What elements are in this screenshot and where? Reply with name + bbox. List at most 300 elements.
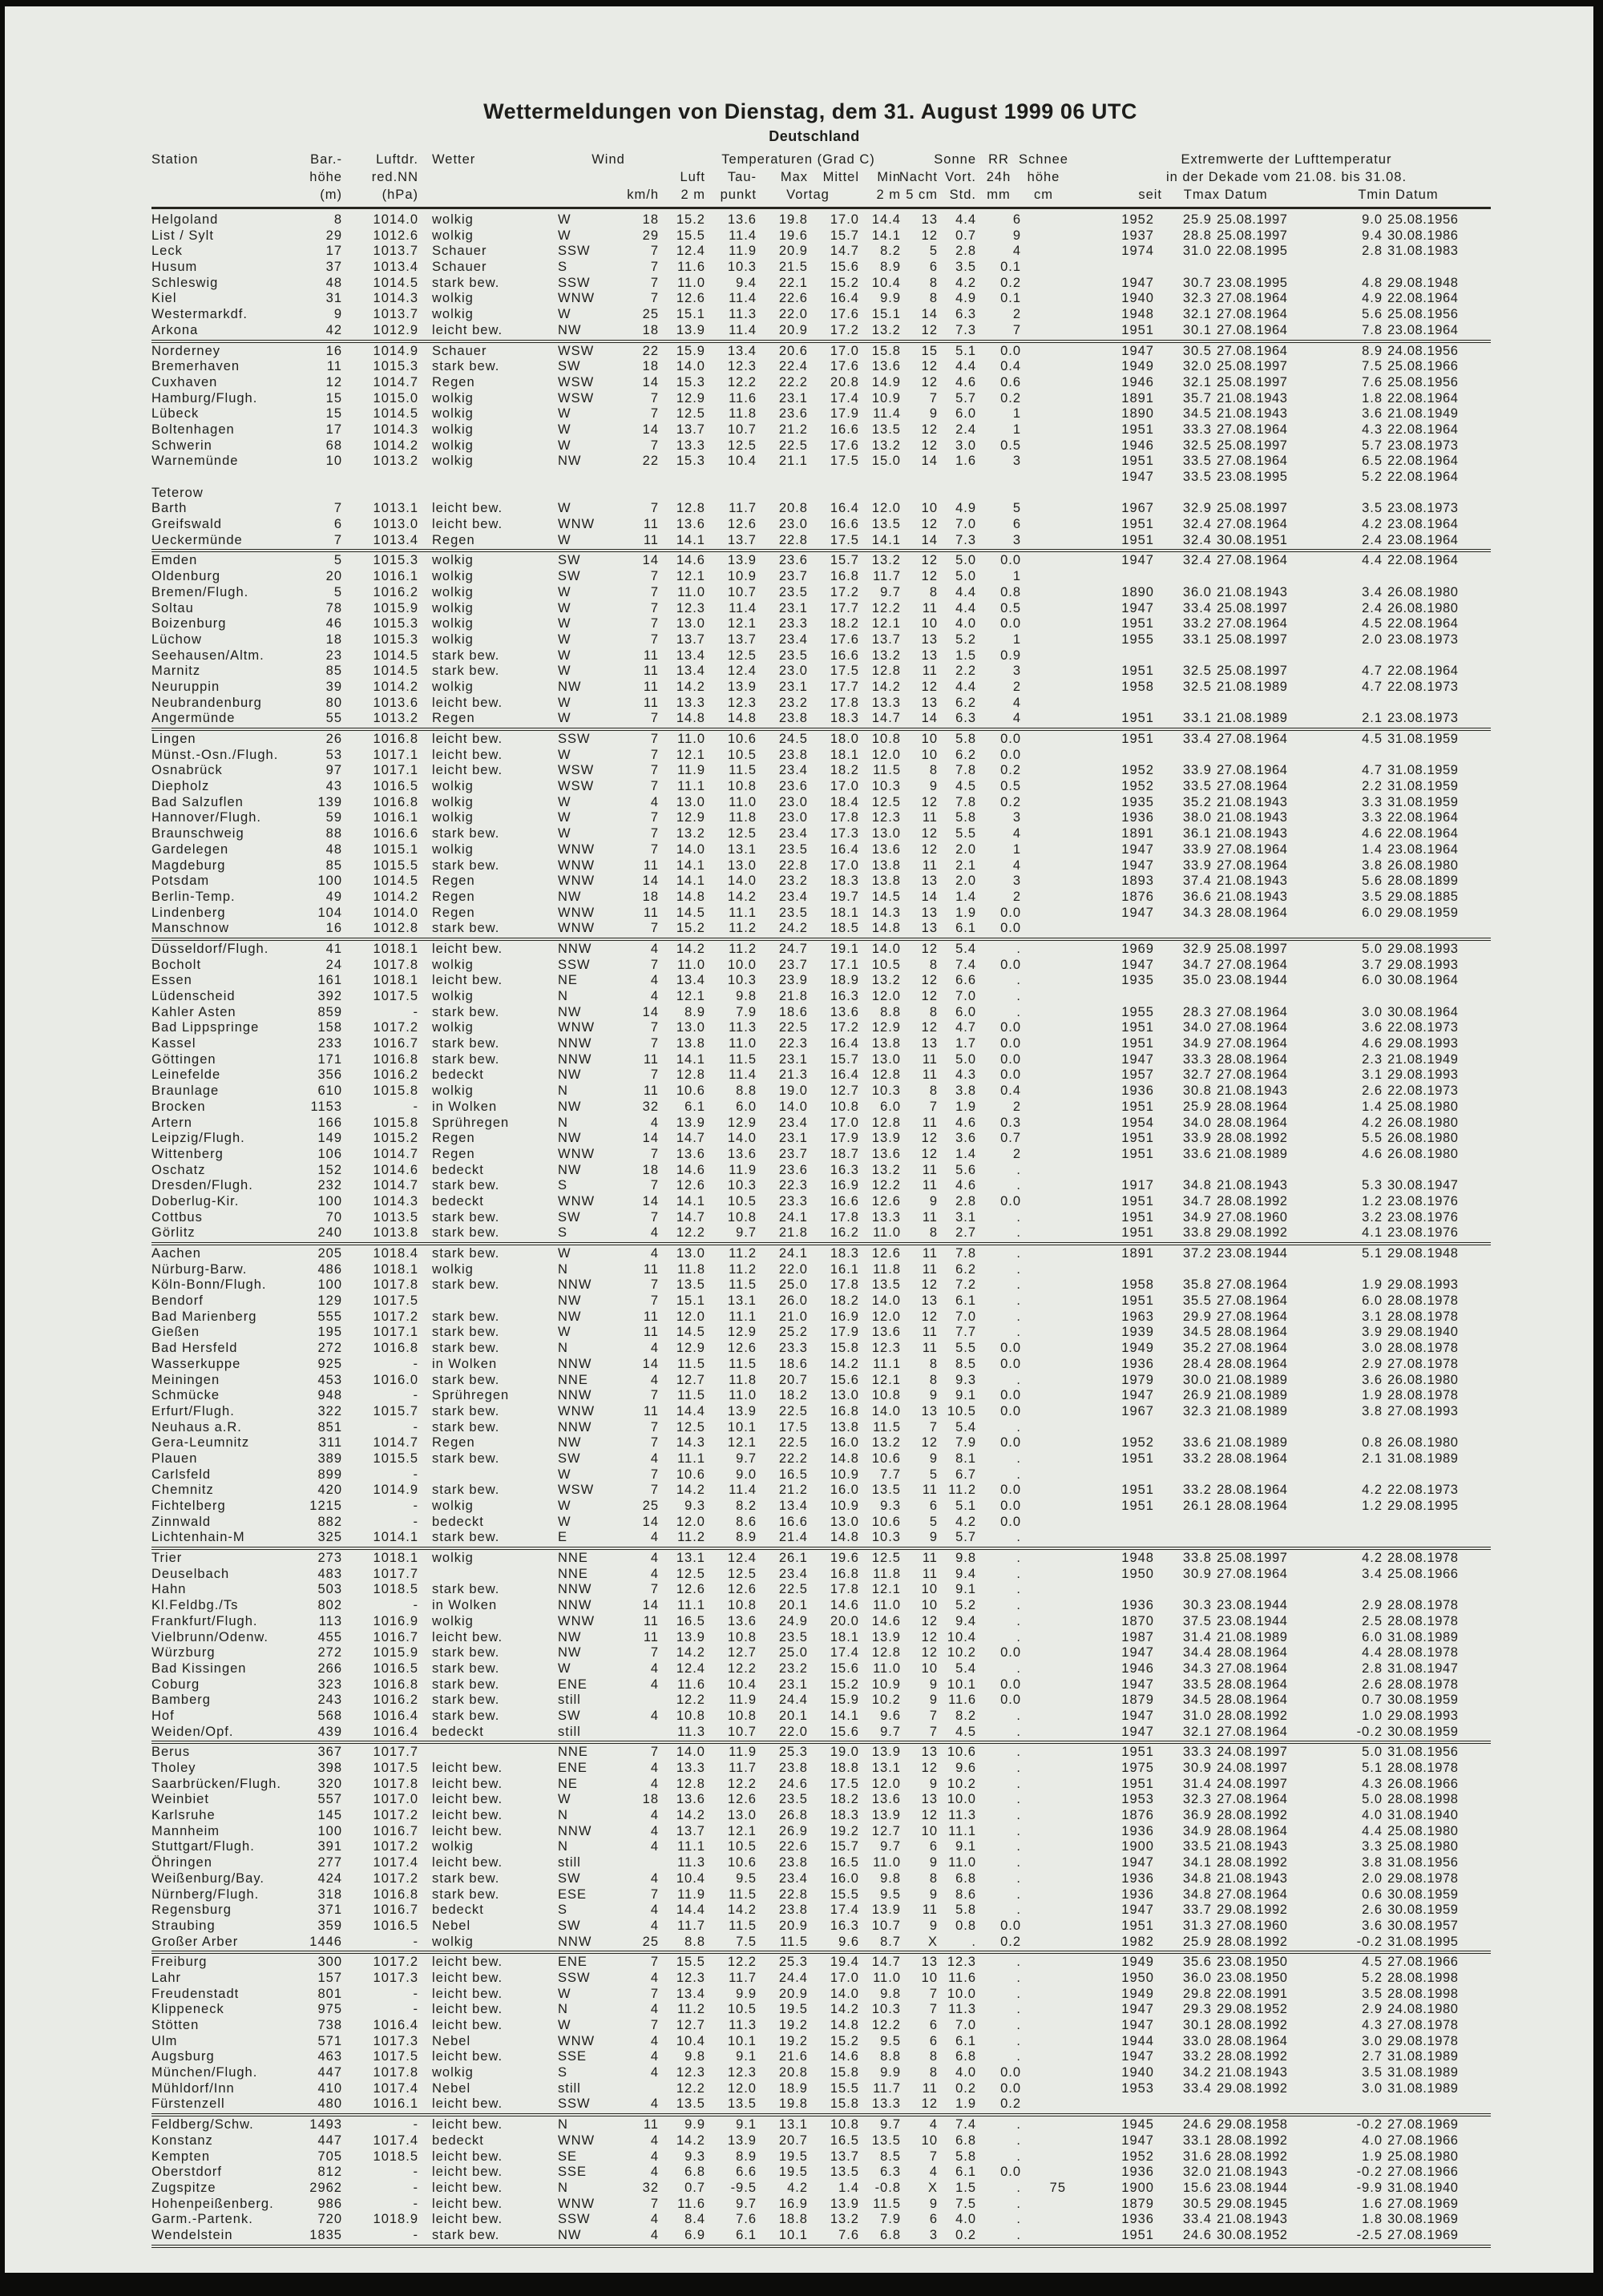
cell-weather: stark bew. (432, 1036, 500, 1051)
cell-temp-max: 4.2 (787, 2180, 808, 2195)
cell-weather: stark bew. (432, 1051, 500, 1067)
cell-tmax-decade: 34.5 (1182, 1325, 1212, 1340)
cell-sun-hours: 5.8 (955, 1903, 976, 1918)
cell-wind-dir: W (558, 632, 571, 647)
cell-record-since: 1951 (1121, 422, 1154, 437)
cell-pressure: - (413, 1934, 418, 1949)
cell-sun-hours: 3.1 (955, 1209, 976, 1225)
cell-record-since: 1951 (1121, 532, 1154, 547)
cell-temp-air: 11.1 (677, 1839, 705, 1854)
cell-tmin-decade: 4.2 (1362, 1483, 1383, 1498)
cell-tmin-decade: 2.7 (1362, 2049, 1383, 2064)
cell-temp-mean: 15.2 (830, 275, 859, 290)
cell-tmin-decade (1320, 1582, 1383, 1598)
cell-sun-hours: 2.1 (955, 857, 976, 873)
table-row (151, 1341, 1491, 1357)
cell-pressure: 1015.8 (373, 1083, 418, 1099)
cell-temp-night: 12 (921, 1645, 938, 1660)
table-row (151, 826, 1491, 842)
cell-tmin-decade: 8.9 (1362, 343, 1383, 358)
cell-temp-night: 12 (921, 422, 938, 437)
cell-temp-min: 10.3 (871, 1530, 901, 1545)
cell-tmax-decade: 33.9 (1182, 857, 1212, 873)
cell-wind-dir: W (558, 406, 571, 422)
cell-wind-dir: NNE (558, 1566, 588, 1581)
cell-wind-speed: 7 (650, 711, 659, 726)
cell-sun-hours: 1.9 (955, 1099, 976, 1114)
cell-temp-min: 12.1 (871, 1582, 901, 1597)
cell-altitude: 6 (333, 517, 342, 532)
cell-wind-speed: 4 (650, 1776, 659, 1791)
cell-station: Öhringen (151, 1855, 212, 1870)
cell-temp-air: 8.9 (684, 1004, 705, 1019)
cell-tmax-date: 24.08.1997 (1217, 1761, 1288, 1775)
cell-wind-dir: W (558, 2018, 571, 2032)
cell-temp-night: 11 (922, 1566, 938, 1581)
cell-tmax-decade: 34.8 (1182, 1886, 1212, 1902)
cell-snow-depth (1021, 989, 1066, 1005)
cell-precip-24h: 0.0 (1000, 1051, 1021, 1067)
cell-temp-night: 7 (929, 1419, 938, 1434)
cell-tmin-decade: 6.0 (1362, 973, 1383, 988)
cell-temp-max: 22.8 (778, 1886, 808, 1902)
cell-temp-dew: 12.2 (727, 1955, 757, 1970)
cell-wind-speed (606, 486, 659, 502)
cell-tmin-date: 25.08.1980 (1387, 1823, 1459, 1838)
cell-tmax-date: 23.08.1944 (1217, 973, 1288, 988)
cell-wind-speed: 7 (650, 1178, 659, 1193)
cell-tmin-decade: 5.5 (1362, 1131, 1383, 1146)
cell-tmin-date: 28.08.1978 (1387, 1598, 1459, 1613)
cell-pressure: - (413, 2165, 418, 2180)
cell-tmax-decade: 34.8 (1182, 1178, 1212, 1193)
cell-snow-depth (1021, 1693, 1066, 1709)
cell-tmin-decade: 4.6 (1362, 1146, 1383, 1161)
cell-tmax-decade: 31.0 (1182, 244, 1212, 259)
cell-tmax-date: 28.08.1964 (1217, 1099, 1288, 1114)
cell-temp-min: 11.8 (873, 1566, 901, 1581)
cell-wind-speed: 11 (643, 1083, 659, 1099)
cell-tmin-decade: 2.1 (1362, 1451, 1383, 1466)
cell-tmax-decade (1154, 648, 1212, 664)
cell-snow-depth (1021, 906, 1066, 922)
cell-tmin-decade: 2.4 (1362, 532, 1383, 547)
cell-snow-depth (1021, 375, 1066, 391)
cell-tmax-date: 27.08.1964 (1217, 957, 1288, 972)
cell-snow-depth (1021, 1357, 1066, 1373)
cell-pressure: 1016.1 (373, 569, 418, 584)
cell-tmin-date: 27.08.1993 (1387, 1403, 1459, 1418)
cell-temp-night: 8 (929, 1083, 938, 1099)
cell-temp-air: 0.7 (684, 2180, 705, 2195)
cell-snow-depth (1021, 763, 1066, 779)
cell-snow-depth (1021, 406, 1066, 422)
cell-wind-dir: NNW (558, 1419, 592, 1434)
cell-record-since: 1944 (1121, 2033, 1154, 2048)
cell-tmax-decade: 33.2 (1182, 1451, 1212, 1466)
cell-temp-max: 20.9 (778, 1918, 808, 1933)
cell-wind-speed: 4 (650, 1660, 659, 1676)
cell-record-since: 1949 (1121, 1955, 1154, 1970)
cell-record-since: 1952 (1121, 212, 1154, 227)
cell-temp-mean (808, 486, 859, 502)
cell-pressure: 1017.5 (373, 1293, 418, 1309)
cell-temp-air: 13.3 (676, 695, 705, 710)
cell-tmax-date: 25.08.1997 (1217, 941, 1288, 956)
cell-wind-dir: N (558, 1115, 568, 1130)
cell-temp-air: 13.7 (676, 422, 705, 437)
cell-precip-24h: 0.2 (1000, 2096, 1021, 2112)
cell-wind-dir: W (558, 1986, 571, 2001)
cell-weather: in Wolken (432, 1598, 498, 1613)
cell-sun-hours: 5.7 (955, 390, 976, 406)
cell-wind-speed: 18 (642, 322, 659, 337)
cell-station: Carlsfeld (151, 1467, 212, 1482)
cell-temp-air: 11.1 (677, 779, 705, 794)
cell-temp-night: 13 (921, 695, 938, 710)
table-row (151, 1887, 1491, 1903)
cell-pressure: 1017.7 (373, 1566, 418, 1581)
cell-station: Tholey (151, 1761, 196, 1775)
cell-pressure: 1016.4 (373, 1708, 418, 1723)
cell-temp-air: 14.1 (676, 874, 705, 889)
cell-station: Boizenburg (151, 616, 227, 632)
cell-tmax-date: 21.08.1943 (1217, 584, 1288, 599)
cell-pressure: 1013.6 (373, 695, 418, 710)
cell-record-since: 1979 (1121, 1372, 1154, 1387)
cell-tmax-decade: 33.5 (1182, 779, 1212, 794)
cell-weather: stark bew. (432, 1209, 500, 1225)
cell-wind-dir: WSW (558, 343, 595, 358)
cell-snow-depth (1021, 517, 1066, 533)
cell-temp-night: 11 (922, 1551, 938, 1566)
cell-tmax-decade: 34.9 (1182, 1209, 1212, 1225)
cell-weather: stark bew. (432, 1325, 500, 1340)
cell-pressure: 1018.1 (373, 1551, 418, 1566)
cell-tmax-decade: 32.1 (1182, 307, 1212, 322)
cell-sun-hours: 7.0 (955, 989, 976, 1003)
cell-temp-night: 11 (922, 810, 938, 825)
cell-tmin-decade: 4.8 (1362, 275, 1383, 290)
cell-temp-max: 23.4 (778, 889, 808, 904)
cell-pressure: 1014.7 (373, 1178, 418, 1193)
cell-temp-night: 12 (921, 826, 938, 841)
cell-record-since (1066, 1530, 1154, 1546)
cell-wind-dir: WNW (558, 517, 596, 532)
cell-temp-air: 11.8 (677, 1261, 705, 1277)
cell-temp-min: 11.0 (873, 1970, 901, 1985)
cell-temp-max: 23.6 (778, 1162, 808, 1177)
cell-temp-dew: 10.6 (727, 1855, 757, 1870)
cell-snow-depth (1021, 1210, 1066, 1226)
cell-wind-speed: 7 (650, 501, 659, 516)
cell-temp-max: 18.8 (778, 2212, 808, 2227)
group-divider (151, 549, 1491, 552)
table-row (151, 438, 1491, 454)
cell-temp-max: 23.3 (778, 1193, 808, 1209)
cell-record-since: 1951 (1121, 1483, 1154, 1498)
cell-weather: wolkig (432, 632, 474, 647)
cell-tmax-decade (1154, 1530, 1212, 1546)
cell-tmin-decade: 9.4 (1362, 228, 1383, 243)
cell-temp-night: 7 (929, 1099, 938, 1114)
cell-wind-dir: W (558, 747, 571, 762)
cell-temp-max: 24.1 (778, 1246, 808, 1261)
cell-precip-24h: 1 (1012, 632, 1021, 647)
cell-tmax-decade (1154, 748, 1212, 764)
cell-altitude: 59 (325, 810, 342, 825)
cell-tmax-date: 27.08.1964 (1217, 1020, 1288, 1035)
cell-tmin-date: 31.08.1989 (1387, 1451, 1459, 1466)
cell-wind-speed: 11 (643, 517, 659, 532)
cell-pressure (342, 486, 418, 502)
header-rule (151, 207, 1491, 209)
cell-tmax-date (1212, 1262, 1320, 1278)
cell-weather: leicht bew. (432, 1776, 503, 1791)
table-row (151, 1083, 1491, 1100)
cell-temp-night: 11 (922, 1903, 938, 1918)
cell-temp-mean: 15.6 (830, 1372, 859, 1387)
cell-temp-min: 8.5 (880, 2149, 901, 2164)
cell-altitude: 15 (325, 406, 342, 422)
cell-temp-max: 17.5 (778, 1419, 808, 1434)
cell-temp-air: 12.5 (676, 1566, 705, 1581)
cell-tmin-decade: 5.2 (1362, 1970, 1383, 1985)
cell-sun-hours: 4.9 (955, 501, 976, 516)
cell-temp-min: 14.1 (871, 532, 901, 547)
cell-record-since: 1936 (1121, 1598, 1154, 1613)
cell-temp-min: 13.3 (871, 695, 901, 710)
cell-precip-24h: 0.0 (1000, 1483, 1021, 1498)
cell-record-since (1066, 1262, 1154, 1278)
cell-record-since: 1900 (1121, 2180, 1154, 2195)
cell-temp-min: 13.3 (871, 2096, 901, 2112)
cell-temp-min: 12.2 (871, 600, 901, 615)
cell-altitude: 68 (325, 438, 342, 453)
cell-wind-dir: NW (558, 679, 582, 694)
cell-temp-air: 15.5 (676, 1955, 705, 1970)
cell-tmax-decade: 33.7 (1182, 1903, 1212, 1918)
cell-temp-dew: 13.9 (727, 553, 757, 568)
cell-tmax-date: 21.08.1989 (1217, 1435, 1288, 1451)
cell-wind-speed: 7 (650, 1955, 659, 1970)
cell-tmax-decade (1154, 569, 1212, 585)
cell-wind-speed: 25 (642, 1499, 659, 1513)
cell-tmin-date: 29.08.1993 (1387, 957, 1459, 972)
cell-tmin-date: 26.08.1980 (1387, 1435, 1459, 1451)
cell-temp-night: 12 (921, 1146, 938, 1161)
cell-tmin-decade: 0.8 (1362, 1435, 1383, 1451)
cell-pressure: 1012.8 (373, 921, 418, 936)
table-row (151, 795, 1491, 811)
cell-temp-max: 24.4 (778, 1970, 808, 1985)
cell-temp-min: 12.5 (871, 1551, 901, 1566)
cell-temp-max: 20.6 (778, 343, 808, 358)
cell-temp-max: 23.0 (778, 794, 808, 809)
cell-temp-air: 15.2 (676, 212, 705, 227)
table-row (151, 406, 1491, 422)
cell-station: Bad Hersfeld (151, 1341, 238, 1356)
cell-temp-mean: 17.5 (830, 454, 859, 469)
cell-temp-air: 15.3 (676, 454, 705, 469)
cell-precip-24h: . (1016, 1209, 1021, 1225)
cell-temp-min: 10.5 (871, 957, 901, 972)
cell-wind-dir: NW (558, 1131, 582, 1146)
cell-weather: wolkig (432, 810, 474, 825)
cell-temp-max: 23.1 (778, 390, 808, 406)
cell-wind-speed: 4 (650, 1970, 659, 1985)
cell-tmax-date: 28.08.1964 (1217, 1115, 1288, 1130)
cell-temp-max: 23.7 (778, 1146, 808, 1161)
cell-altitude: 325 (317, 1530, 342, 1545)
cell-wind-speed: 14 (642, 1193, 659, 1209)
cell-snow-depth (1021, 1903, 1066, 1919)
cell-temp-min: 10.3 (871, 2002, 901, 2017)
cell-temp-night: 10 (921, 1970, 938, 1985)
cell-sun-hours: 7.0 (955, 2018, 976, 2032)
table-row (151, 1582, 1491, 1598)
cell-wind-speed: 4 (650, 1870, 659, 1886)
cell-temp-air: 9.8 (684, 2049, 705, 2064)
cell-pressure: 1017.4 (373, 1855, 418, 1870)
cell-sun-hours: 12.3 (947, 1955, 976, 1970)
cell-temp-air: 13.5 (676, 2096, 705, 2112)
cell-temp-dew: 11.8 (729, 810, 757, 825)
cell-tmin-date: 26.08.1980 (1387, 1146, 1459, 1161)
cell-tmin-date: 28.08.1978 (1387, 1645, 1459, 1660)
cell-pressure: 1018.5 (373, 1582, 418, 1597)
cell-temp-mean: 10.8 (830, 2117, 859, 2133)
cell-record-since: 1955 (1121, 1004, 1154, 1019)
cell-pressure: 1015.9 (373, 600, 418, 615)
cell-pressure: 1016.2 (373, 1693, 418, 1708)
cell-weather: wolkig (432, 616, 474, 632)
cell-sun-hours: 9.3 (955, 1372, 976, 1387)
cell-temp-max: 23.7 (778, 957, 808, 972)
cell-temp-max: 22.6 (778, 1839, 808, 1854)
cell-sun-hours: 6.7 (955, 1467, 976, 1482)
cell-temp-mean: 7.6 (838, 2227, 859, 2242)
cell-temp-night: 11 (922, 1209, 938, 1225)
weather-table (151, 212, 1491, 2249)
cell-temp-mean: 14.0 (830, 1986, 859, 2001)
cell-tmax-decade (1154, 1420, 1212, 1436)
cell-altitude: 29 (325, 228, 342, 243)
cell-weather: wolkig (432, 1551, 474, 1566)
cell-temp-mean: 16.4 (830, 501, 859, 516)
cell-tmax-decade: 32.3 (1182, 1792, 1212, 1807)
cell-tmax-date: 27.08.1964 (1217, 553, 1288, 568)
cell-tmax-decade: 30.8 (1182, 1083, 1212, 1099)
cell-record-since (1066, 260, 1154, 276)
col-tau-label: Tau- (727, 170, 757, 184)
cell-temp-night: 9 (929, 1451, 938, 1466)
cell-tmin-decade: 2.2 (1362, 779, 1383, 794)
cell-temp-max: 16.9 (778, 2196, 808, 2211)
cell-sun-hours: 9.4 (955, 1566, 976, 1581)
cell-tmin-decade: 3.5 (1362, 889, 1383, 904)
cell-temp-air: 12.8 (676, 1776, 705, 1791)
cell-wind-dir: NNE (558, 1372, 588, 1387)
cell-station: Erfurt/Flugh. (151, 1403, 235, 1418)
cell-temp-night: 5 (929, 1514, 938, 1529)
table-row (151, 1630, 1491, 1646)
cell-weather: Sprühregen (432, 1388, 510, 1403)
cell-wind-dir: N (558, 1261, 568, 1277)
cell-tmin-decade: 2.6 (1362, 1083, 1383, 1099)
cell-pressure: 1016.8 (373, 794, 418, 809)
cell-tmin-date: 22.08.1964 (1387, 422, 1459, 437)
cell-precip-24h: . (1016, 1745, 1021, 1760)
cell-pressure: - (413, 1514, 418, 1529)
cell-temp-dew: 10.7 (727, 584, 757, 599)
cell-temp-min: 13.2 (871, 648, 901, 663)
cell-tmax-decade: 34.5 (1182, 1693, 1212, 1708)
cell-wind-dir: W (558, 826, 571, 841)
cell-wind-dir: WNW (558, 1193, 596, 1209)
cell-temp-min: 13.5 (871, 1277, 901, 1293)
cell-wind-speed: 11 (643, 695, 659, 710)
cell-wind-dir: ENE (558, 1761, 587, 1775)
cell-tmax-date: 27.08.1964 (1217, 1341, 1288, 1356)
cell-temp-dew: 13.6 (727, 1613, 757, 1628)
cell-temp-min: 8.2 (880, 244, 901, 259)
cell-temp-mean: 18.2 (830, 1792, 859, 1807)
cell-precip-24h: 0.8 (1000, 584, 1021, 599)
cell-temp-air: 13.4 (676, 973, 705, 988)
cell-temp-night (901, 486, 938, 502)
cell-sun-hours: 1.9 (955, 905, 976, 920)
cell-tmin-decade: 3.0 (1362, 2033, 1383, 2048)
cell-temp-dew: 12.0 (727, 2080, 757, 2096)
cell-temp-night: 12 (921, 1435, 938, 1451)
cell-record-since: 1947 (1121, 841, 1154, 857)
cell-temp-air: 14.0 (676, 359, 705, 374)
table-row (151, 2018, 1491, 2034)
cell-snow-depth (1021, 2228, 1066, 2244)
cell-pressure: - (413, 1004, 418, 1019)
cell-tmax-decade: 34.3 (1182, 1660, 1212, 1676)
cell-temp-max: 14.0 (778, 1099, 808, 1114)
cell-precip-24h: 0.0 (1000, 2165, 1021, 2180)
cell-tmin-date: 22.08.1973 (1387, 1020, 1459, 1035)
cell-snow-depth (1021, 1178, 1066, 1194)
cell-tmin-date: 24.08.1956 (1387, 343, 1459, 358)
table-row (151, 664, 1491, 680)
cell-temp-mean: 14.2 (830, 1356, 859, 1371)
cell-tmin-decade: 3.0 (1362, 1341, 1383, 1356)
cell-tmax-date: 29.08.1992 (1217, 1903, 1288, 1918)
cell-tmin-decade: 3.5 (1362, 2065, 1383, 2080)
cell-tmax-decade: 25.9 (1182, 1934, 1212, 1949)
cell-weather: bedeckt (432, 1724, 484, 1739)
cell-weather: wolkig (432, 307, 474, 322)
cell-wind-dir: SSW (558, 2212, 591, 2227)
table-row (151, 1178, 1491, 1194)
cell-weather: stark bew. (432, 921, 500, 936)
cell-weather: leicht bew. (432, 2196, 503, 2211)
cell-precip-24h: . (1016, 2049, 1021, 2064)
cell-temp-mean: 17.7 (830, 679, 859, 694)
cell-tmin-decade: -9.9 (1356, 2180, 1383, 2195)
cell-altitude: 320 (317, 1776, 342, 1791)
cell-tmin-decade: 5.3 (1362, 1178, 1383, 1193)
cell-station: Arkona (151, 322, 199, 337)
cell-tmin-date: 23.08.1973 (1387, 711, 1459, 726)
cell-temp-air: 14.8 (676, 711, 705, 726)
cell-snow-depth (1021, 958, 1066, 974)
cell-temp-mean: 17.0 (830, 212, 859, 227)
